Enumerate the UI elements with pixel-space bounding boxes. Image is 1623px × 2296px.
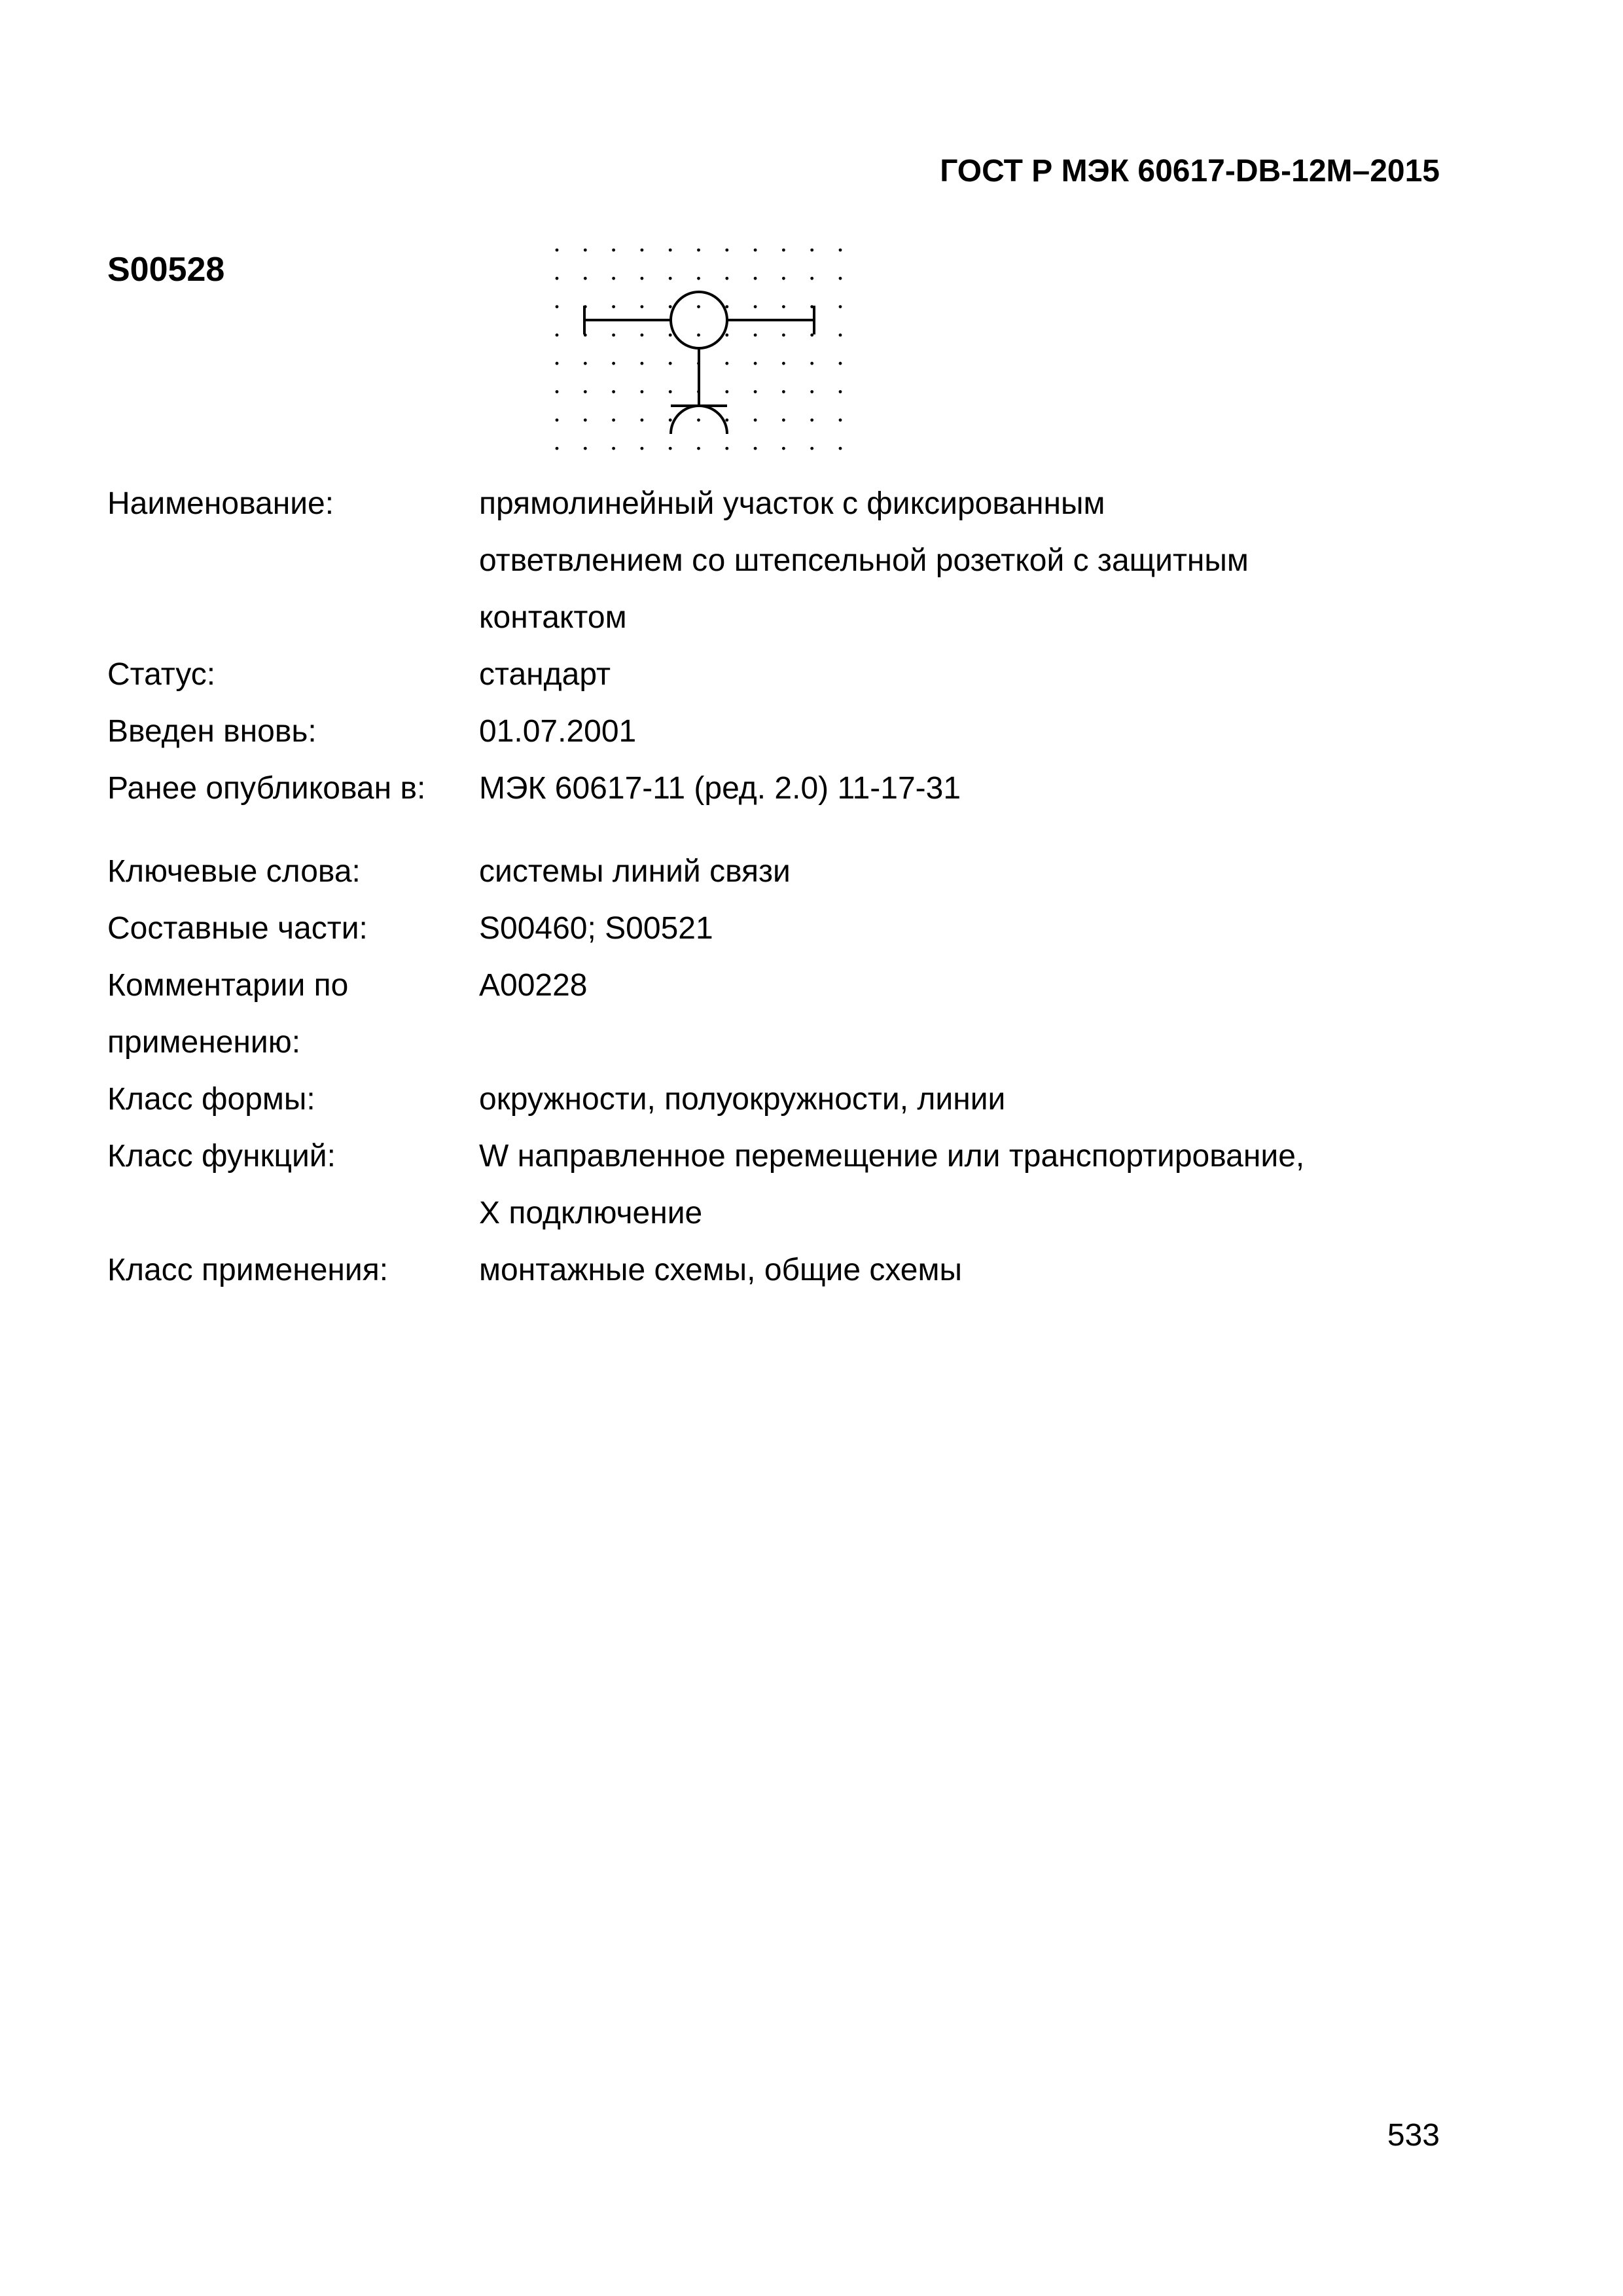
field-label: применению: (107, 1025, 301, 1060)
field-value (479, 1014, 1416, 1071)
symbol-figure (537, 242, 870, 471)
grid-dot (669, 390, 672, 393)
field-row-application-notes (107, 957, 1416, 1014)
grid-dot (669, 249, 672, 252)
grid-dot (725, 418, 728, 422)
field-row-previously-published (107, 760, 1416, 817)
symbol-drawing (584, 292, 814, 434)
grid-dot (669, 418, 672, 422)
grid-dot (641, 362, 644, 365)
grid-dot (612, 447, 615, 450)
grid-dot (584, 362, 587, 365)
field-row-components (107, 900, 1416, 957)
grid-dot (810, 390, 813, 393)
grid-dot (782, 249, 785, 252)
grid-dot (556, 390, 559, 393)
grid-dot (839, 390, 842, 393)
grid-dot (697, 418, 700, 422)
field-row-application-class (107, 1242, 1416, 1299)
grid-dot (725, 390, 728, 393)
grid-dot (612, 305, 615, 308)
grid-dot (697, 447, 700, 450)
grid-dot (669, 334, 672, 337)
grid-dot (839, 362, 842, 365)
grid-dot (782, 418, 785, 422)
grid-dot (612, 390, 615, 393)
grid-dot (725, 277, 728, 280)
field-label: Наименование: (107, 486, 334, 521)
grid-dot (556, 418, 559, 422)
grid-dot (810, 277, 813, 280)
field-label: Класс применения: (107, 1253, 389, 1287)
value-line: стандарт (479, 657, 611, 692)
value-line: прямолинейный участок с фиксированным (479, 486, 1105, 521)
field-label: Составные части: (107, 911, 368, 946)
grid-dot (612, 249, 615, 252)
field-row-application-notes-cont (107, 1014, 1416, 1071)
grid-dot (697, 249, 700, 252)
circle-element (671, 292, 727, 348)
grid-dot (612, 418, 615, 422)
field-value (479, 703, 1416, 760)
grid-dot (754, 418, 757, 422)
grid-dot (754, 390, 757, 393)
grid-dot (839, 305, 842, 308)
field-label: Статус: (107, 657, 216, 692)
field-label: Введен вновь: (107, 714, 317, 749)
grid-dot (669, 305, 672, 308)
grid-dot (697, 305, 700, 308)
field-label: Ключевые слова: (107, 854, 361, 889)
grid-dot (556, 305, 559, 308)
field-label: Класс функций: (107, 1139, 336, 1174)
grid-dot (754, 334, 757, 337)
grid-dot (584, 390, 587, 393)
value-line: S00460; S00521 (479, 911, 713, 946)
grid-dot (839, 447, 842, 450)
grid-dot (641, 418, 644, 422)
value-line: 01.07.2001 (479, 714, 637, 749)
grid-dot (556, 362, 559, 365)
grid-dot (754, 362, 757, 365)
grid-dot (839, 418, 842, 422)
grid-dot (669, 277, 672, 280)
value-line: окружности, полуокружности, линии (479, 1082, 1006, 1117)
field-value (479, 1128, 1416, 1242)
value-line: монтажные схемы, общие схемы (479, 1253, 962, 1287)
field-row-shape-class (107, 1071, 1416, 1128)
field-value (479, 475, 1416, 646)
grid-dot (754, 305, 757, 308)
field-row-function-class (107, 1128, 1416, 1242)
grid-dot (782, 390, 785, 393)
grid-dot (782, 305, 785, 308)
grid-dot (641, 447, 644, 450)
grid-dot (641, 305, 644, 308)
value-line: МЭК 60617-11 (ред. 2.0) 11-17-31 (479, 771, 961, 806)
field-value (479, 1071, 1416, 1128)
grid-dot (556, 249, 559, 252)
standard-code: ГОСТ Р МЭК 60617-DB-12M–2015 (940, 154, 1440, 188)
grid-dot (584, 277, 587, 280)
grid-dot (782, 277, 785, 280)
grid-dot (556, 334, 559, 337)
grid-dot (669, 362, 672, 365)
value-line: ответвлением со штепсельной розеткой с защитным (479, 543, 1249, 578)
field-row-status (107, 646, 1416, 703)
grid-dot (754, 447, 757, 450)
grid-dot (839, 334, 842, 337)
grid-dot (584, 249, 587, 252)
grid-dot (839, 277, 842, 280)
field-value (479, 1242, 1416, 1299)
value-line: A00228 (479, 968, 588, 1003)
grid-dot (612, 334, 615, 337)
grid-dot (641, 390, 644, 393)
grid-dot (754, 277, 757, 280)
grid-dot (612, 277, 615, 280)
grid-dot (754, 249, 757, 252)
field-value (479, 646, 1416, 703)
grid-dot (810, 362, 813, 365)
field-label: Комментарии по (107, 968, 349, 1003)
grid-dot (810, 418, 813, 422)
symbol-id: S00528 (107, 251, 225, 289)
field-value (479, 843, 1416, 900)
grid-dot (612, 362, 615, 365)
grid-dot (641, 277, 644, 280)
grid-dot (641, 334, 644, 337)
grid-dot (725, 249, 728, 252)
field-label: Ранее опубликован в: (107, 771, 426, 806)
value-line: W направленное перемещение или транспортирование, (479, 1139, 1305, 1174)
grid-dot (697, 334, 700, 337)
field-row-keywords (107, 843, 1416, 900)
field-label: Класс формы: (107, 1082, 315, 1117)
grid-dot (641, 249, 644, 252)
field-value (479, 957, 1416, 1014)
field-row-introduced (107, 703, 1416, 760)
grid-dot (584, 418, 587, 422)
grid-dot (782, 362, 785, 365)
grid-dot (782, 447, 785, 450)
grid-dot (839, 249, 842, 252)
grid-dot (725, 305, 728, 308)
grid-dot (810, 447, 813, 450)
grid-dot (556, 277, 559, 280)
grid-dot (782, 334, 785, 337)
grid-dot (810, 249, 813, 252)
grid-dot (725, 362, 728, 365)
field-value (479, 900, 1416, 957)
page-number: 533 (1387, 2118, 1440, 2153)
grid-dot (697, 277, 700, 280)
field-list (107, 475, 1416, 1299)
grid-dot (584, 447, 587, 450)
value-line: системы линий связи (479, 854, 791, 889)
field-row-name (107, 475, 1416, 646)
grid-dot (669, 447, 672, 450)
grid-dot (725, 334, 728, 337)
value-line: X подключение (479, 1196, 703, 1230)
grid-dot (725, 447, 728, 450)
grid-dot (556, 447, 559, 450)
field-value (479, 760, 1416, 817)
value-line: контактом (479, 600, 627, 635)
